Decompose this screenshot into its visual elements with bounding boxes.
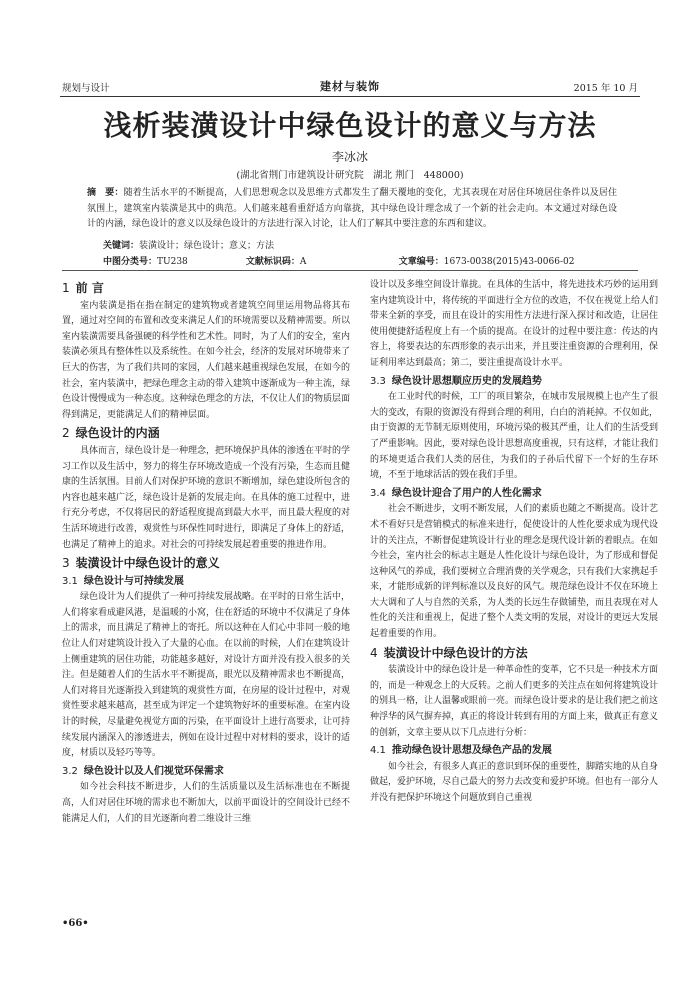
- subsection-heading: 3.3 绿色设计思想顺应历史的发展趋势: [370, 375, 542, 387]
- paragraph: 装潢设计中的绿色设计是一种革命性的变革，它不只是一种技术方面的，而是一种观念上的大反转。之前人们更多的关注点在如何将建筑设计的别具一格，让人温馨或眼前一亮。而绿色设计要求的是让我们把之前这种浮华的风气摒弃掉，真正的将设计转到有用的方面上来，做真正有意义的创新，文章主要从以下几点进行分析：: [370, 665, 659, 738]
- article-label: 文章编号：: [398, 257, 444, 267]
- paragraph: 具体而言，绿色设计是一种理念，把环境保护具体的渗透在平时的学习工作以及生活中，努力的将生存环境改造成一个没有污染，生态而且健康的生活氛围。目前人们对保护环境的意识不断增加，绿色建设所包含的内容也越来越广泛，绿色设计是新的发展走向。在具体的施工过程中，进行充分考虑，不仅将居民的舒适程度提高到最大水平，而且最大程度的对生活环境进行改善，观赏性与环保性同时进行，即满足了身体上的舒适，也满足了精神上的追求。对社会的可持续发展起着重要的推进作用。: [62, 445, 351, 550]
- section-heading: 2 绿色设计的内涵: [62, 426, 160, 441]
- paragraph: 绿色设计为人们提供了一种可持续发展战略。在平时的日常生活中，人们将家看成避风港，是温暖的小窝，住在舒适的环境中不仅满足了身体上的需求，而且满足了精神上的寄托。所以这种在人们心中非同一般的地位让人们对建筑设计投入了大量的心血。在以前的时候，人们在建筑设计上侧重建筑的居住功能，功能越多越好，对设计方面并没有投入很多的关注。但是随着人们的生活水平不断提高，眼光以及精神需求也不断提高，人们对将目光逐渐投入到建筑的观赏性方面，在房屋的设计过程中，对观赏性要求越来越高，甚至成为评定一个建筑物好坏的重要标准。在室内设计的时候，尽量避免视觉方面的污染，在平面设计上进行高要求，让可持续发展内涵深入的渗透进去，例如在设计过程中对材料的要求，设计的适度，材质以及轻巧等等。: [62, 592, 351, 759]
- keywords-label: 关键词：: [103, 241, 140, 251]
- subsection-heading: 3.2 绿色设计以及人们视觉环保需求: [62, 765, 224, 777]
- keywords: [103, 238, 623, 251]
- paragraph: 在工业时代的时候，工厂的项目繁杂，在城市发展规模上也产生了很大的变改，有限的资源没有得到合理的利用，白白的消耗掉。不仅如此，由于资源的无节制无原则使用，环境污染的极其严重，让人们的生活受到了严重影响。因此，要对绿色设计思想高度重视，只有这样，才能让我们的环境更适合我们人类的居住，为我们的子孙后代留下一个好的生存环境，不至于地球活活的毁在我们手里。: [370, 392, 659, 481]
- keywords-text: 装潢设计；绿色设计；意义；方法: [139, 241, 275, 251]
- paragraph: 如今社会，有很多人真正的意识到环保的重要性，脚踏实地的从自身做起，爱护环境，尽自己最大的努力去改变和爱护环境。但也有一部分人并没有把保护环境这个问题放到自己重视: [370, 761, 659, 803]
- header-journal: 建材与装饰: [320, 80, 380, 93]
- abstract-divider: [62, 270, 638, 271]
- clc-label: 中图分类号：: [103, 257, 158, 267]
- subsection-heading: 3.4 绿色设计迎合了用户的人性化需求: [370, 487, 542, 499]
- abstract-text: 随着生活水平的不断提高，人们思想观念以及思维方式都发生了翻天覆地的变化，尤其表现在对居住环境居住条件以及居住氛围上，建筑室内装潢是其中的典范。人们越来越看重舒适方向靠拢，其中绿色设计理念成了一个新的社会走向。本文通过对绿色设计的内涵，绿色设计的意义以及绿色设计的方法进行深入讨论，让人们了解其中要注意的东西和建议。: [87, 188, 617, 229]
- left-column: [62, 278, 350, 827]
- doc-label: 文献标识码：: [245, 257, 300, 267]
- classification-line: [103, 254, 643, 267]
- paragraph: 设计以及多维空间设计靠拢。在具体的生活中，将先进技术巧妙的运用到室内建筑设计中，将传统的平面进行全方位的改造，不仅在视觉上给人们带来全新的享受，而且在设计的实用性方法进行深入探讨和改造，让居住使用便捷舒适程度上有一个质的提高。在设计的过程中要注意：传达的内容上，将要表达的东西形象的表示出来，并且要注重资源的合理利用，保证利用率达到最高；第二，要注重提高设计水平。: [370, 280, 659, 368]
- doc-value: A: [299, 257, 307, 267]
- header-section: 规划与设计: [62, 83, 110, 94]
- running-header: [62, 78, 638, 94]
- paper-title: 浅析装潢设计中绿色设计的意义与方法: [103, 109, 597, 142]
- section-heading: 3 装潢设计中绿色设计的意义: [62, 556, 220, 571]
- subsection-heading: 3.1 绿色设计与可持续发展: [62, 575, 184, 587]
- author: 李冰冰: [331, 150, 368, 164]
- subsection-heading: 4.1 推动绿色设计思想及绿色产品的发展: [370, 745, 552, 757]
- section-heading: 1 前 言: [62, 281, 104, 295]
- paragraph: 社会不断进步，文明不断发展，人们的素质也随之不断提高。设计艺术不看好只是营销模式的标准来进行，促使设计的人性化要求成为现代设计的关注点，不断督促建筑设计行业的理念是现代设计新的着眼点。在如今社会，室内社会的标志主题是人性化设计与绿色设计，为了形成和督促这种风气的养成，我们要树立合理消费的关学观念，只有我们大家携起手来，才能形成新的评判标准以及良好的风气。规范绿色设计不仅在环境上大大调和了人与自然的关系，为人类的长远生存做铺垫，而且表现在对人性化的关注和重视上，促进了整个人类文明的发展，对设计的更远大发展起着重要的作用。: [370, 504, 659, 640]
- right-column: [370, 278, 658, 807]
- affiliation: (湖北省荆门市建筑设计研究院 湖北 荆门 448000): [236, 170, 464, 181]
- clc-value: TU238: [157, 257, 188, 267]
- section-heading: 4 装潢设计中绿色设计的方法: [370, 645, 528, 660]
- page-number: •66•: [62, 918, 89, 929]
- header-date: 2015 年 10 月: [573, 83, 638, 94]
- paragraph: 室内装潢是指在指在制定的建筑物或者建筑空间里运用物品将其布置，通过对空间的布置和改变来满足人们的环境需要以及精神需要。所以室内装潢需要具备强硬的科学性和艺术性。同时，为了人们的安全，室内装潢必须具有整体性以及系统性。在如今社会，经济的发展对环境带来了巨大的伤害，为了我们共同的家园，人们越来越重视绿色发展，在如今的社会，室内装潢中，把绿色理念主动的带入建筑中逐渐成为一种主流，绿色设计慢慢成为一种态度。这种绿色理念的方法，不仅让人们的物质层面得到满足，更能满足人们的精神层面。: [62, 300, 351, 420]
- abstract-label: 摘 要：: [87, 188, 124, 198]
- article-value: 1673-0038(2015)43-0066-02: [443, 257, 575, 267]
- paragraph: 如今社会科技不断进步，人们的生活质量以及生活标准也在不断提高，人们对居住环境的需求也不断加大，以前平面设计的空间设计已经不能满足人们，人们的目光逐渐向着二维设计三维: [62, 782, 351, 824]
- header-rule: [60, 96, 640, 97]
- abstract: [87, 186, 617, 233]
